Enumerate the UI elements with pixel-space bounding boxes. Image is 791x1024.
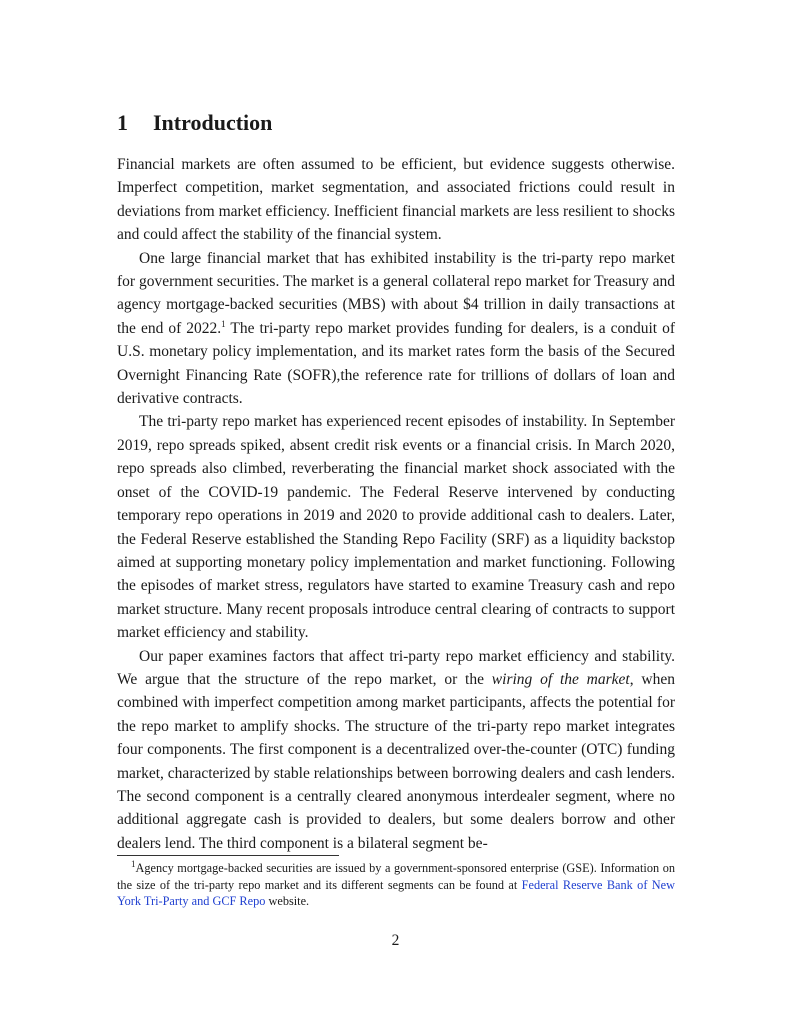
paragraph-4-text-b: , when combined with imperfect competition among market participants, affects the potential for the repo market to amplify shocks. The structure of the tri-party repo market integrates four components. The first component is a decentralized over-the-counter (OTC) funding market, characterized by stable relationships between borrowing dealers and cash lenders. The second component is a centrally cleared anonymous interdealer segment, where no additional aggregate cash is provided to dealers, but some dealers borrow and other dealers lend. The third component is a bilateral segment be-	[117, 670, 675, 852]
paragraph-1: Financial markets are often assumed to be efficient, but evidence suggests otherwise. Imperfect competition, market segmentation, and associated frictions could result in deviations from market efficiency. Inefficient financial markets are less resilient to shocks and could affect the stability of the financial system.	[117, 156, 675, 244]
body-text	[117, 153, 675, 855]
footnote-link[interactable]: Federal Reserve Bank of New York Tri-Party and GCF Repo	[117, 877, 675, 908]
footnote-rule	[117, 855, 339, 856]
paragraph-4-text-a: Our paper examines factors that affect tri-party repo market efficiency and stability. We argue that the structure of the repo market, or the	[117, 647, 675, 688]
footnote-text: Agency mortgage-backed securities are issued by a government-sponsored enterprise (GSE). Information on the size of the tri-party repo market and its different segments can be found at	[117, 861, 675, 892]
section-title: Introduction	[153, 110, 273, 135]
footnote-number: 1	[131, 858, 136, 869]
page-number: 2	[391, 932, 400, 949]
section-number: 1	[117, 110, 128, 135]
paragraph-2-text-b: The tri-party repo market provides funding for dealers, is a conduit of U.S. monetary policy implementation, and its market rates form the basis of the Secured Overnight Financing Rate (SOFR),the reference rate for trillions of dollars of loan and derivative contracts.	[117, 319, 675, 408]
footnote-marker[interactable]: 1	[221, 318, 226, 329]
paragraph-4	[117, 645, 675, 856]
footnote	[117, 860, 675, 910]
emphasis-wiring-of-the-market: wiring of the market	[491, 670, 630, 688]
paragraph-2	[117, 247, 675, 411]
paragraph-2-text-a: One large financial market that has exhibited instability is the tri-party repo market for government securities. The market is a general collateral repo market for Treasury and agency mortgage-backed securities (MBS) with about $4 trillion in daily transactions at the end of 2022.	[117, 249, 675, 337]
footnote-text-end: website.	[265, 894, 310, 908]
paragraph-3: The tri-party repo market has experienced recent episodes of instability. In September 2019, repo spreads spiked, absent credit risk events or a financial crisis. In March 2020, repo spreads also climbed, reverberating the financial market shock associated with the onset of the COVID-19 pandemic. The Federal Reserve intervened by conducting temporary repo operations in 2019 and 2020 to provide additional cash to dealers. Later, the Federal Reserve established the Standing Repo Facility (SRF) as a liquidity backstop aimed at supporting monetary policy implementation and market functioning. Following the episodes of market stress, regulators have started to examine Treasury cash and repo market structure. Many recent proposals introduce central clearing of contracts to support market efficiency and stability.	[117, 413, 675, 642]
footnote-paragraph	[117, 860, 675, 910]
section-heading	[117, 110, 272, 136]
